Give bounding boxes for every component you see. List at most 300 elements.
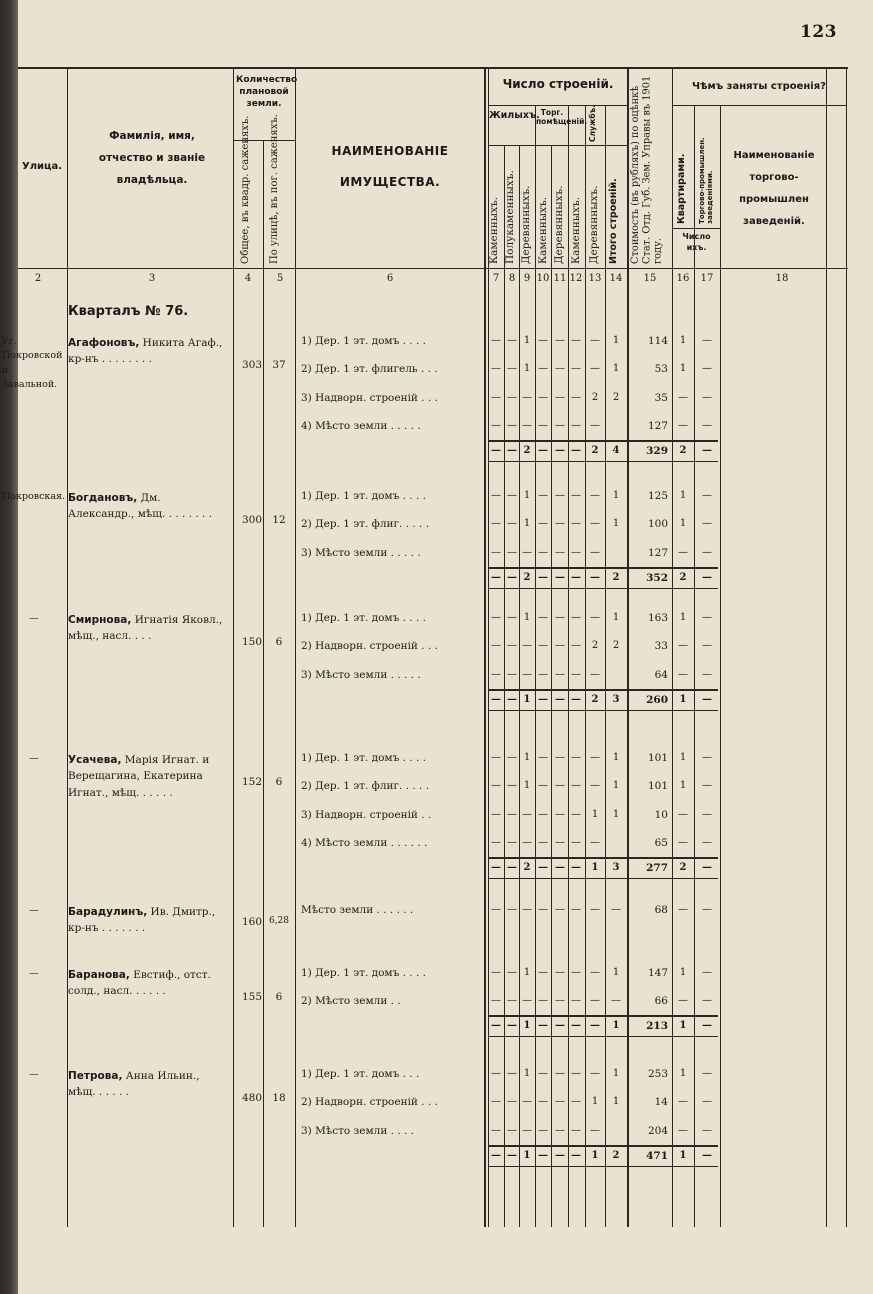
property-value: 127	[647, 547, 668, 559]
property-item: 1) Дер. 1 эт. домъ . . . .	[301, 490, 426, 502]
building-count-c12: —	[571, 490, 581, 501]
building-count-c13: —	[590, 490, 600, 501]
building-count-c8: —	[507, 518, 517, 529]
col-divider-14	[627, 67, 629, 1227]
property-item: 1) Дер. 1 эт. домъ . . . .	[301, 612, 426, 624]
building-count-c14: —	[611, 995, 621, 1006]
building-count-c9: 1	[523, 335, 531, 346]
building-count-c9: 1	[523, 518, 531, 529]
street-name: —	[29, 905, 39, 916]
street-name: —	[29, 613, 39, 624]
building-count-c9: —	[522, 837, 532, 848]
count-subheader-rule	[672, 228, 720, 229]
building-count-c11: —	[555, 837, 565, 848]
col-divider-property	[484, 67, 486, 1227]
building-count-c7: —	[491, 904, 501, 915]
total-value: 277	[646, 862, 668, 874]
total-count-c16: 2	[679, 572, 687, 583]
owner-cell	[68, 612, 228, 645]
row-rule	[488, 588, 718, 589]
building-count-c13: —	[590, 1068, 600, 1079]
building-count-c9: —	[522, 547, 532, 558]
total-count-c12: —	[571, 694, 581, 705]
building-count-c12: —	[571, 967, 581, 978]
building-count-c12: —	[571, 1096, 581, 1107]
owner-details: Марія Игнат. и Верещагина, Екатерина Игнат., мѣщ. . . . . .	[68, 754, 210, 799]
owner-surname: Усачева,	[68, 754, 122, 766]
total-count-c10: —	[538, 445, 548, 456]
buildings-subheader-rule	[488, 105, 627, 106]
building-count-c8: —	[507, 392, 517, 403]
building-count-c10: —	[538, 518, 548, 529]
property-value: 35	[654, 392, 668, 404]
quarter-title: Кварталъ № 76.	[68, 304, 189, 319]
property-item: 1) Дер. 1 эт. домъ . . . .	[301, 752, 426, 764]
property-value: 53	[654, 363, 668, 375]
building-count-c16: 1	[679, 335, 687, 346]
building-count-c11: —	[555, 363, 565, 374]
building-count-c7: —	[491, 1068, 501, 1079]
total-count-c8: —	[507, 1150, 517, 1161]
building-count-c14: 1	[612, 518, 620, 529]
building-count-c17: —	[702, 392, 712, 403]
total-count-c7: —	[491, 694, 501, 705]
building-count-c14: 1	[612, 490, 620, 501]
land-area: 303	[241, 359, 262, 371]
land-frontage: 6	[275, 776, 283, 788]
property-item: 2) Дер. 1 эт. флиг. . . . .	[301, 780, 430, 792]
building-count-c12: —	[571, 518, 581, 529]
street-name: Уг. Покровской и Завальной.	[2, 336, 63, 390]
col-divider-frontage	[295, 67, 296, 1227]
building-count-c11: —	[555, 995, 565, 1006]
total-count-c9: 1	[523, 694, 531, 705]
owner-surname: Смирнова,	[68, 614, 132, 626]
building-count-c11: —	[555, 547, 565, 558]
building-count-c16: 1	[679, 967, 687, 978]
owner-details: Ив. Дмитр., кр-нъ . . . . . . .	[68, 906, 216, 935]
column-number: 12	[569, 273, 583, 284]
column-number: 3	[148, 273, 156, 284]
property-value: 101	[647, 752, 668, 764]
total-count-c7: —	[491, 862, 501, 873]
col-divider-17	[720, 105, 721, 1227]
building-count-c8: —	[507, 780, 517, 791]
owner-cell	[68, 1068, 228, 1101]
property-value: 65	[654, 837, 668, 849]
column-number: 14	[609, 273, 623, 284]
building-count-c13: —	[590, 547, 600, 558]
total-count-c14: 1	[612, 1020, 620, 1031]
property-item: 1) Дер. 1 эт. домъ . . .	[301, 1068, 420, 1080]
building-count-c16: —	[678, 669, 688, 680]
total-count-c17: —	[702, 445, 712, 456]
total-count-c14: 3	[612, 862, 620, 873]
building-count-c17: —	[702, 335, 712, 346]
header-wooden-3: Деревянныхъ.	[588, 185, 600, 264]
building-count-c13: 2	[591, 640, 599, 651]
property-value: 147	[647, 967, 668, 979]
row-rule	[488, 440, 718, 442]
owner-cell	[68, 967, 228, 1000]
building-count-c9: 1	[523, 363, 531, 374]
row-rule	[488, 461, 718, 462]
total-count-c11: —	[555, 862, 565, 873]
book-spine	[0, 0, 18, 1294]
building-count-c12: —	[571, 995, 581, 1006]
building-count-c14: 1	[612, 363, 620, 374]
header-street: Улица.	[22, 161, 62, 172]
total-count-c11: —	[555, 1150, 565, 1161]
building-count-c13: 1	[591, 809, 599, 820]
building-count-c8: —	[507, 612, 517, 623]
building-count-c7: —	[491, 995, 501, 1006]
total-count-c17: —	[702, 1020, 712, 1031]
buildings-subheader-rule-2	[488, 145, 627, 146]
building-count-c11: —	[555, 780, 565, 791]
property-value: 33	[654, 640, 668, 652]
building-count-c13: —	[590, 995, 600, 1006]
owner-cell	[68, 490, 228, 523]
building-count-c10: —	[538, 547, 548, 558]
building-count-c10: —	[538, 612, 548, 623]
building-count-c10: —	[538, 1096, 548, 1107]
header-stone-2: Каменныхъ.	[537, 196, 549, 264]
total-count-c14: 3	[612, 694, 620, 705]
street-name: —	[29, 1069, 39, 1080]
total-count-c8: —	[507, 445, 517, 456]
row-rule	[488, 1015, 718, 1017]
property-item: 3) Надворн. строеній . .	[301, 809, 432, 821]
row-rule	[488, 878, 718, 879]
building-count-c11: —	[555, 1125, 565, 1136]
building-count-c10: —	[538, 1125, 548, 1136]
total-count-c8: —	[507, 694, 517, 705]
total-count-c13: 2	[591, 694, 599, 705]
building-count-c16: 1	[679, 780, 687, 791]
building-count-c17: —	[702, 1125, 712, 1136]
building-count-c14: 1	[612, 967, 620, 978]
building-count-c11: —	[555, 335, 565, 346]
building-count-c13: —	[590, 363, 600, 374]
total-count-c12: —	[571, 572, 581, 583]
building-count-c8: —	[507, 1125, 517, 1136]
building-count-c17: —	[702, 995, 712, 1006]
property-item: 2) Надворн. строеній . . .	[301, 1096, 438, 1108]
total-count-c13: 1	[591, 1150, 599, 1161]
col-divider-10	[551, 145, 552, 1227]
header-trade: Торг. помѣщеній.	[536, 108, 588, 127]
land-frontage: 37	[272, 359, 286, 371]
building-count-c16: —	[678, 392, 688, 403]
land-frontage: 12	[272, 514, 286, 526]
building-count-c9: 1	[523, 612, 531, 623]
building-count-c17: —	[702, 1096, 712, 1107]
total-count-c7: —	[491, 1150, 501, 1161]
property-item: 2) Мѣсто земли . .	[301, 995, 401, 1007]
building-count-c9: —	[522, 669, 532, 680]
building-count-c10: —	[538, 490, 548, 501]
building-count-c16: —	[678, 547, 688, 558]
building-count-c14: 1	[612, 1068, 620, 1079]
total-count-c14: 2	[612, 572, 620, 583]
header-land-total: Общее, въ квадр. саженяхъ.	[240, 115, 251, 264]
building-count-c8: —	[507, 335, 517, 346]
building-count-c8: —	[507, 752, 517, 763]
header-total-buildings: Итого строеній.	[608, 178, 619, 264]
building-count-c16: 1	[679, 1068, 687, 1079]
building-count-c12: —	[571, 392, 581, 403]
land-area: 155	[241, 991, 262, 1003]
building-count-c9: —	[522, 1096, 532, 1107]
occupied-subheader-rule	[672, 105, 846, 106]
total-count-c7: —	[491, 445, 501, 456]
building-count-c8: —	[507, 904, 517, 915]
building-count-c16: 1	[679, 518, 687, 529]
total-value: 329	[646, 445, 668, 457]
total-value: 471	[646, 1150, 668, 1162]
building-count-c8: —	[507, 547, 517, 558]
building-count-c17: —	[702, 363, 712, 374]
street-name: —	[29, 753, 39, 764]
building-count-c10: —	[538, 335, 548, 346]
col-divider-18	[826, 67, 827, 1227]
building-count-c7: —	[491, 363, 501, 374]
column-number: 4	[244, 273, 252, 284]
building-count-c7: —	[491, 1125, 501, 1136]
building-count-c11: —	[555, 1068, 565, 1079]
total-count-c13: 1	[591, 862, 599, 873]
land-area: 480	[241, 1092, 262, 1104]
header-occupied: Чѣмъ заняты строенія?	[692, 81, 826, 92]
building-count-c17: —	[702, 904, 712, 915]
column-number: 10	[536, 273, 550, 284]
owner-details: Игнатія Яковл., мѣщ., насл. . . .	[68, 614, 223, 643]
total-count-c7: —	[491, 1020, 501, 1031]
building-count-c14: 1	[612, 1096, 620, 1107]
building-count-c16: —	[678, 420, 688, 431]
street-name: Покровская.	[2, 491, 66, 502]
building-count-c13: —	[590, 420, 600, 431]
land-frontage: 6,28	[268, 916, 290, 926]
total-count-c17: —	[702, 1150, 712, 1161]
owner-cell	[68, 335, 228, 368]
total-count-c17: —	[702, 572, 712, 583]
building-count-c11: —	[555, 967, 565, 978]
building-count-c8: —	[507, 995, 517, 1006]
column-number: 11	[553, 273, 567, 284]
building-count-c13: —	[590, 780, 600, 791]
building-count-c17: —	[702, 420, 712, 431]
header-land: Количество плановой земли.	[236, 75, 298, 110]
land-frontage: 6	[275, 636, 283, 648]
property-item: 3) Мѣсто земли . . . . .	[301, 669, 421, 681]
header-wooden-1: Деревянныхъ.	[520, 185, 532, 264]
building-count-c14: 1	[612, 809, 620, 820]
building-count-c16: —	[678, 640, 688, 651]
property-item: 1) Дер. 1 эт. домъ . . . .	[301, 335, 426, 347]
building-count-c11: —	[555, 669, 565, 680]
building-count-c7: —	[491, 837, 501, 848]
building-count-c13: —	[590, 669, 600, 680]
header-bottom-rule	[18, 268, 848, 269]
building-count-c10: —	[538, 837, 548, 848]
building-count-c14: 2	[612, 640, 620, 651]
header-land-street: По улицѣ, въ пог. саженяхъ.	[269, 114, 280, 264]
column-number: 17	[700, 273, 714, 284]
building-count-c17: —	[702, 809, 712, 820]
total-count-c16: 1	[679, 694, 687, 705]
property-item: 1) Дер. 1 эт. домъ . . . .	[301, 967, 426, 979]
owner-surname: Барадулинъ,	[68, 906, 148, 918]
col-divider-8	[519, 145, 520, 1227]
property-item: 2) Дер. 1 эт. флигель . . .	[301, 363, 438, 375]
owner-details: Евстиф., отст. солд., насл. . . . . .	[68, 969, 211, 998]
building-count-c12: —	[571, 420, 581, 431]
building-count-c14: 1	[612, 612, 620, 623]
row-rule	[488, 689, 718, 691]
land-area: 300	[241, 514, 262, 526]
property-value: 64	[654, 669, 668, 681]
total-count-c13: —	[590, 572, 600, 583]
total-count-c17: —	[702, 694, 712, 705]
building-count-c7: —	[491, 967, 501, 978]
total-count-c10: —	[538, 572, 548, 583]
property-value: 127	[647, 420, 668, 432]
total-count-c12: —	[571, 1020, 581, 1031]
header-residential: Жилыхъ.	[489, 110, 540, 121]
total-count-c14: 2	[612, 1150, 620, 1161]
total-count-c13: —	[590, 1020, 600, 1031]
building-count-c10: —	[538, 967, 548, 978]
column-number: 8	[508, 273, 516, 284]
row-rule	[488, 1145, 718, 1147]
building-count-c8: —	[507, 420, 517, 431]
total-count-c16: 1	[679, 1150, 687, 1161]
building-count-c17: —	[702, 1068, 712, 1079]
property-value: 163	[647, 612, 668, 624]
building-count-c9: 1	[523, 490, 531, 501]
building-count-c13: —	[590, 612, 600, 623]
building-count-c10: —	[538, 363, 548, 374]
page-number: 123	[800, 22, 837, 42]
total-count-c9: 2	[523, 445, 531, 456]
property-value: 14	[654, 1096, 668, 1108]
property-value: 114	[647, 335, 668, 347]
building-count-c14: 1	[612, 780, 620, 791]
total-value: 213	[646, 1020, 668, 1032]
building-count-c12: —	[571, 809, 581, 820]
land-area: 150	[241, 636, 262, 648]
building-count-c9: —	[522, 392, 532, 403]
building-count-c7: —	[491, 612, 501, 623]
building-count-c12: —	[571, 669, 581, 680]
building-count-c16: —	[678, 809, 688, 820]
building-count-c8: —	[507, 809, 517, 820]
building-count-c13: 2	[591, 392, 599, 403]
property-value: 204	[647, 1125, 668, 1137]
building-count-c9: —	[522, 904, 532, 915]
column-number: 16	[676, 273, 690, 284]
building-count-c10: —	[538, 392, 548, 403]
land-frontage: 18	[272, 1092, 286, 1104]
building-count-c12: —	[571, 612, 581, 623]
header-wooden-2: Деревянныхъ.	[553, 185, 565, 264]
total-value: 260	[646, 694, 668, 706]
building-count-c8: —	[507, 363, 517, 374]
total-count-c17: —	[702, 862, 712, 873]
building-count-c17: —	[702, 518, 712, 529]
building-count-c13: —	[590, 335, 600, 346]
building-count-c11: —	[555, 1096, 565, 1107]
property-value: 68	[654, 904, 668, 916]
building-count-c7: —	[491, 518, 501, 529]
property-item: Мѣсто земли . . . . . .	[301, 904, 414, 916]
table-top-rule	[18, 67, 848, 69]
table-right-edge	[846, 67, 847, 1227]
building-count-c9: 1	[523, 780, 531, 791]
building-count-c9: —	[522, 995, 532, 1006]
building-count-c12: —	[571, 640, 581, 651]
header-trade-names: Наименованіе торгово-промышлен заведеній.	[733, 150, 815, 227]
building-count-c10: —	[538, 995, 548, 1006]
property-value: 253	[647, 1068, 668, 1080]
building-count-c9: 1	[523, 967, 531, 978]
building-count-c7: —	[491, 752, 501, 763]
owner-surname: Богдановъ,	[68, 492, 138, 504]
building-count-c7: —	[491, 490, 501, 501]
building-count-c17: —	[702, 490, 712, 501]
total-count-c12: —	[571, 445, 581, 456]
building-count-c8: —	[507, 1096, 517, 1107]
total-count-c10: —	[538, 694, 548, 705]
building-count-c14: 1	[612, 752, 620, 763]
building-count-c11: —	[555, 752, 565, 763]
owner-cell	[68, 752, 228, 801]
owner-details: Дм. Александр., мѣщ. . . . . . . .	[68, 492, 213, 521]
header-count: Число ихъ.	[682, 232, 711, 252]
header-apartments: Квартирами.	[676, 153, 687, 224]
property-value: 66	[654, 995, 668, 1007]
building-count-c17: —	[702, 669, 712, 680]
building-count-c13: —	[590, 837, 600, 848]
building-count-c12: —	[571, 904, 581, 915]
building-count-c9: 1	[523, 1068, 531, 1079]
land-frontage: 6	[275, 991, 283, 1003]
building-count-c10: —	[538, 780, 548, 791]
building-count-c7: —	[491, 640, 501, 651]
building-count-c10: —	[538, 809, 548, 820]
header-stone-1: Каменныхъ.	[488, 196, 500, 264]
total-count-c16: 2	[679, 862, 687, 873]
owner-details: Анна Ильин., мѣщ. . . . . .	[68, 1070, 200, 1099]
building-count-c8: —	[507, 967, 517, 978]
total-count-c16: 2	[679, 445, 687, 456]
building-count-c16: —	[678, 1096, 688, 1107]
property-value: 10	[654, 809, 668, 821]
building-count-c9: 1	[523, 752, 531, 763]
total-count-c9: 2	[523, 862, 531, 873]
street-name: —	[29, 968, 39, 979]
row-rule	[488, 710, 718, 711]
total-count-c11: —	[555, 572, 565, 583]
building-count-c14: —	[611, 904, 621, 915]
header-stone-3: Каменныхъ.	[570, 196, 582, 264]
column-number: 5	[276, 273, 284, 284]
building-count-c8: —	[507, 669, 517, 680]
building-count-c17: —	[702, 640, 712, 651]
building-count-c16: —	[678, 1125, 688, 1136]
